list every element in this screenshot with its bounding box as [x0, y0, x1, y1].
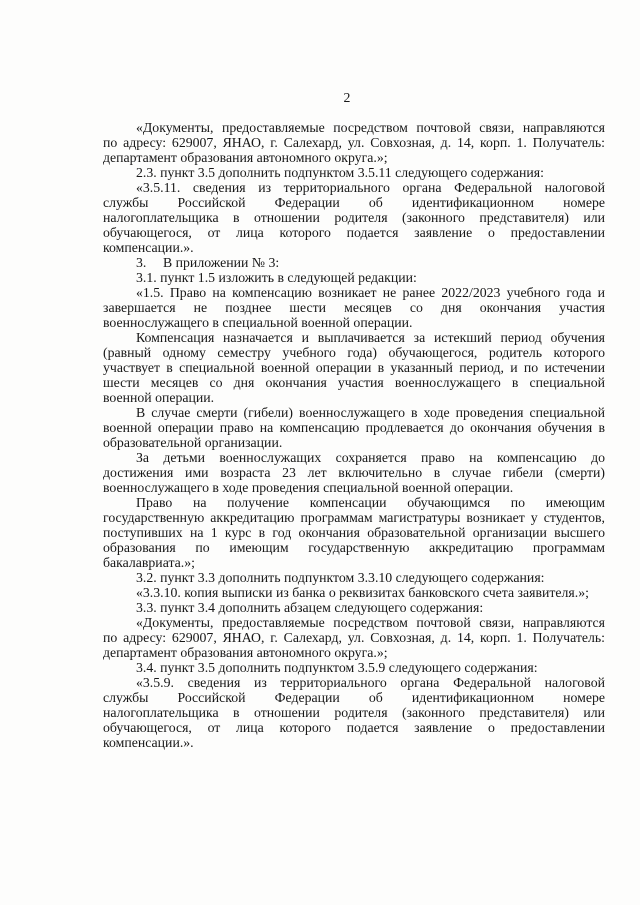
- text-line: «Документы, предоставляемые посредством почтовой связи, направляются: [136, 120, 605, 135]
- text-line: военнослужащего в ходе проведения специальной военной операции.: [103, 480, 514, 495]
- quoted-postal-address-2: [103, 615, 605, 660]
- text-line: (равный одному семестру учебного года) обучающегося, родитель которого: [103, 345, 605, 360]
- text-line: Право на получение компенсации обучающимся по имеющим: [136, 495, 605, 510]
- text-line: завершается не позднее шести месяцев со дня окончания участия: [103, 300, 605, 315]
- paragraph-death-case: [103, 405, 605, 450]
- section-3-heading: [103, 255, 605, 270]
- text-line: 2.3. пункт 3.5 дополнить подпунктом 3.5.11 следующего содержания:: [136, 165, 544, 180]
- section-number: 3.: [136, 255, 147, 270]
- amendment-3-4: [103, 660, 605, 675]
- text-line: 3.3. пункт 3.4 дополнить абзацем следующего содержания:: [136, 600, 484, 615]
- text-line: обучающегося, от лица которого подается заявление о предоставлении: [103, 720, 605, 735]
- amendment-3-2: [103, 570, 605, 585]
- amendment-2-3: [103, 165, 605, 180]
- text-line: налогоплательщика в отношении родителя (законного представителя) или: [103, 210, 605, 225]
- text-line: бакалавриата.»;: [103, 555, 195, 570]
- paragraph-compensation-assignment: [103, 330, 605, 405]
- text-line: 3.1. пункт 1.5 изложить в следующей редакции:: [136, 270, 417, 285]
- text-line: военнослужащего в специальной военной операции.: [103, 315, 413, 330]
- document-body: [103, 120, 605, 750]
- text-line: службы Российской Федерации об идентификационном номере: [103, 690, 605, 705]
- quoted-subitem-3-5-11: [103, 180, 605, 255]
- quoted-subitem-3-3-10: [103, 585, 605, 600]
- page-number: 2: [343, 90, 351, 105]
- text-line: военной операции.: [103, 390, 215, 405]
- quoted-item-1-5: [103, 285, 605, 330]
- amendment-3-1: [103, 270, 605, 285]
- text-line: «3.3.10. копия выписки из банка о реквизитах банковского счета заявителя.»;: [136, 585, 589, 600]
- text-line: «Документы, предоставляемые посредством почтовой связи, направляются: [136, 615, 605, 630]
- quoted-postal-address-1: [103, 120, 605, 165]
- text-line: компенсации.».: [103, 240, 194, 255]
- text-line: участвует в специальной военной операции в указанный период, и по истечении: [103, 360, 605, 375]
- section-heading-line: [103, 255, 605, 270]
- text-line: 3.2. пункт 3.3 дополнить подпунктом 3.3.10 следующего содержания:: [136, 570, 545, 585]
- text-line: образовательной организации.: [103, 435, 283, 450]
- text-line: департамент образования автономного округа.»;: [103, 645, 388, 660]
- text-line: «1.5. Право на компенсацию возникает не ранее 2022/2023 учебного года и: [136, 285, 605, 300]
- paragraph-masters-right: [103, 495, 605, 570]
- text-line: государственную аккредитацию программам магистратуры возникает у студентов,: [103, 510, 605, 525]
- text-line: Компенсация назначается и выплачивается за истекший период обучения: [136, 330, 605, 345]
- text-line: по адресу: 629007, ЯНАО, г. Салехард, ул. Совхозная, д. 14, корп. 1. Получатель:: [103, 135, 605, 150]
- text-line: За детьми военнослужащих сохраняется право на компенсацию до: [136, 450, 605, 465]
- text-line: «3.5.9. сведения из территориального органа Федеральной налоговой: [136, 675, 605, 690]
- text-line: военной операции право на компенсацию продлевается до окончания обучения в: [103, 420, 605, 435]
- text-line: налогоплательщика в отношении родителя (законного представителя) или: [103, 705, 605, 720]
- text-line: компенсации.».: [103, 735, 194, 750]
- text-line: департамент образования автономного округа.»;: [103, 150, 388, 165]
- text-line: шести месяцев со дня окончания участия военнослужащего в специальной: [103, 375, 605, 390]
- text-line: «3.5.11. сведения из территориального органа Федеральной налоговой: [136, 180, 605, 195]
- quoted-subitem-3-5-9: [103, 675, 605, 750]
- paragraph-children-right: [103, 450, 605, 495]
- text-line: образования по имеющим государственную аккредитацию программам: [103, 540, 605, 555]
- section-title: В приложении № 3:: [163, 255, 280, 270]
- text-line: 3.4. пункт 3.5 дополнить подпунктом 3.5.9 следующего содержания:: [136, 660, 538, 675]
- text-line: обучающегося, от лица которого подается заявление о предоставлении: [103, 225, 605, 240]
- text-line: достижения ими возраста 23 лет включительно в случае гибели (смерти): [103, 465, 605, 480]
- text-line: В случае смерти (гибели) военнослужащего в ходе проведения специальной: [136, 405, 605, 420]
- text-line: службы Российской Федерации об идентификационном номере: [103, 195, 605, 210]
- text-line: по адресу: 629007, ЯНАО, г. Салехард, ул. Совхозная, д. 14, корп. 1. Получатель:: [103, 630, 605, 645]
- text-line: поступивших на 1 курс в год окончания образовательной организации высшего: [103, 525, 605, 540]
- amendment-3-3: [103, 600, 605, 615]
